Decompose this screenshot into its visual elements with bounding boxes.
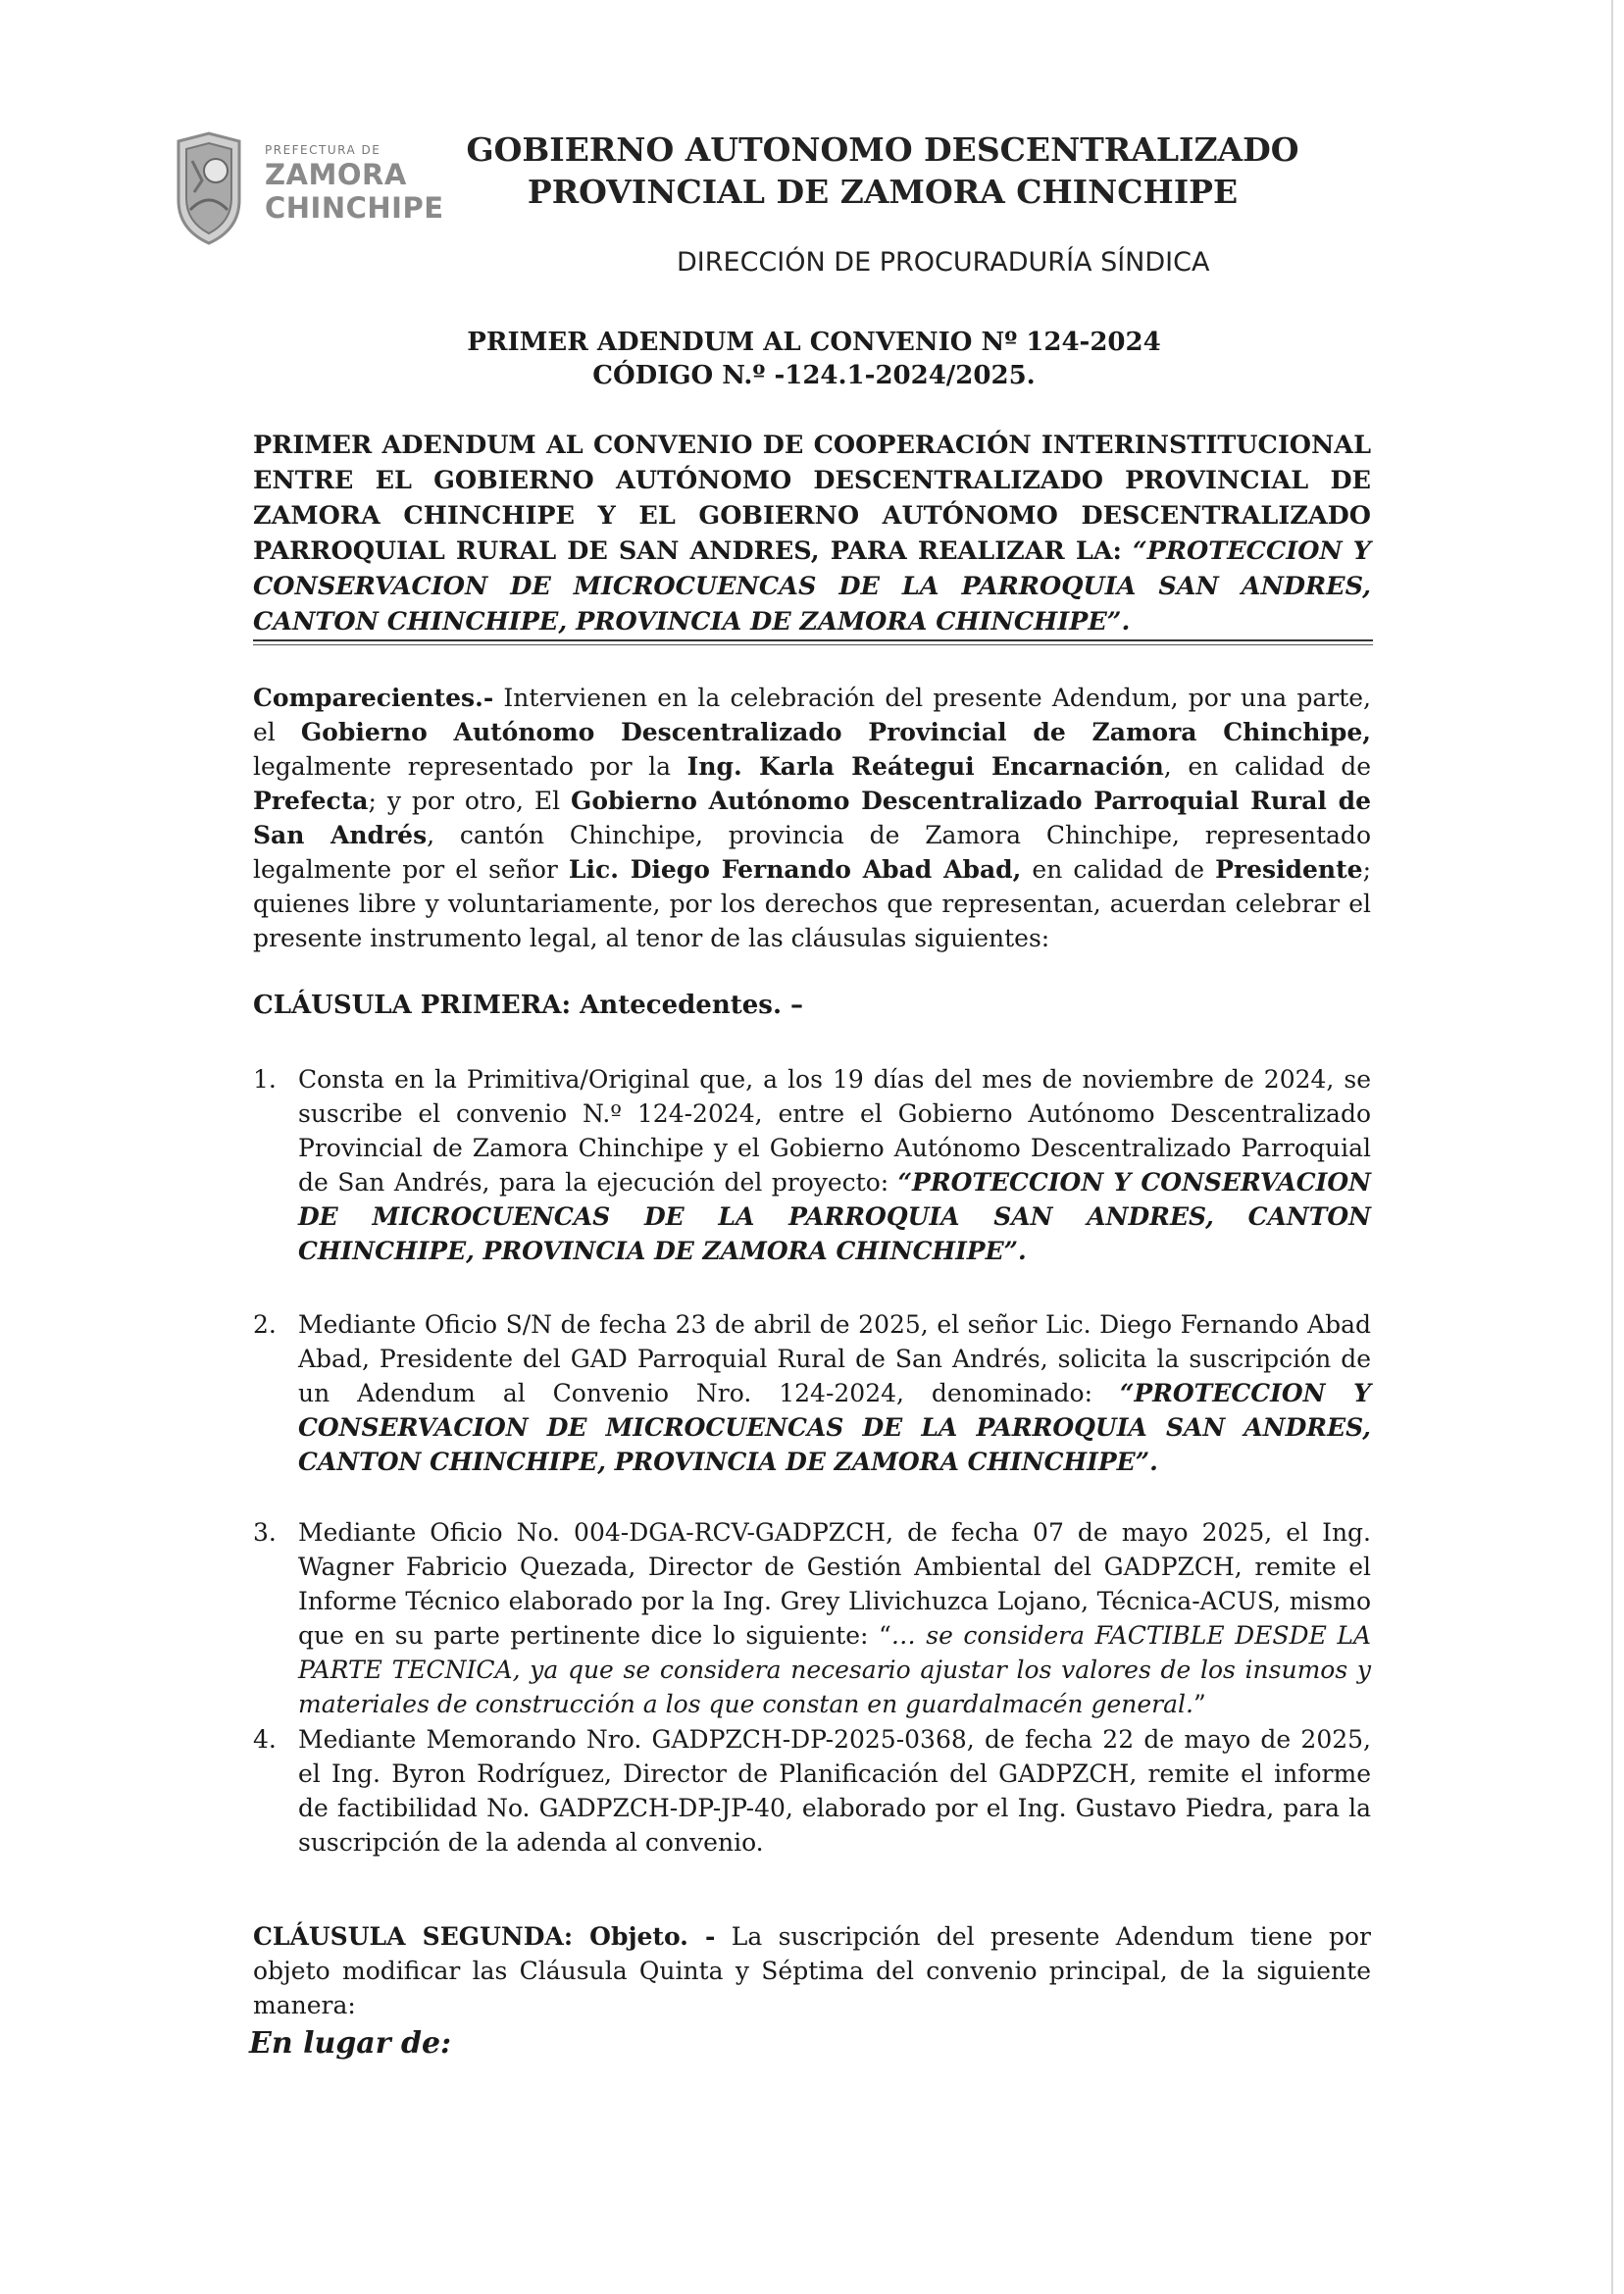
list-item: [253, 1722, 1371, 1860]
list-item-quote: … se considera FACTIBLE DESDE LA PARTE TECNICA, ya que se considera necesario ajustar los valores de los insumos y materiales de construcción a los que constan en guardalmacén general.: [298, 1621, 1371, 1718]
shield-icon: [173, 131, 245, 247]
text-run: ; quienes libre y voluntariamente, por los derechos que representan, acuerdan celebrar el presente instrumento legal, al tenor de las cláusulas siguientes:: [253, 855, 1371, 952]
list-item-number: 2.: [253, 1310, 277, 1339]
bold-run: Gobierno Autónomo Descentralizado Parroquial Rural de San Andrés: [253, 787, 1371, 849]
en-lugar-de-heading: En lugar de:: [249, 2026, 452, 2061]
bold-run: Prefecta: [253, 787, 369, 815]
bold-run: Gobierno Autónomo Descentralizado Provincial de Zamora Chinchipe,: [300, 718, 1371, 746]
list-item-text: Mediante Memorando Nro. GADPZCH-DP-2025-0368, de fecha 22 de mayo de 2025, el Ing. Byron Rodríguez, Director de Planificación del GADPZCH, remite el informe de factibilidad No. GADPZCH-DP-JP-40, elaborado por el Ing. Gustavo Piedra, para la suscripción de la adenda al convenio.: [298, 1725, 1371, 1857]
addendum-code: CÓDIGO N.º -124.1-2024/2025.: [592, 361, 1036, 390]
text-run: Intervienen en la celebración del presente Adendum, por una parte, el: [253, 684, 1371, 746]
document-title: [253, 428, 1371, 639]
list-item-project: “PROTECCION Y CONSERVACION DE MICROCUENCAS DE LA PARROQUIA SAN ANDRES, CANTON CHINCHIPE, PROVINCIA DE ZAMORA CHINCHIPE”.: [298, 1379, 1371, 1476]
org-name-line-2: PROVINCIAL DE ZAMORA CHINCHIPE: [527, 173, 1239, 211]
list-item-text: Mediante Oficio No. 004-DGA-RCV-GADPZCH, de fecha 07 de mayo 2025, el Ing. Wagner Fabricio Quezada, Director de Gestión Ambiental del GADPZCH, remite el Informe Técnico elaborado por la Ing. Grey Llivichuzca Lojano, Técnica-ACUS, mismo que en su parte pertinente dice lo siguiente: “: [298, 1518, 1371, 1650]
text-run: , en calidad de: [1163, 752, 1372, 781]
org-name-line-1: GOBIERNO AUTONOMO DESCENTRALIZADO: [466, 130, 1299, 169]
comparecientes-paragraph: [253, 681, 1371, 955]
list-item-text: Mediante Oficio S/N de fecha 23 de abril de 2025, el señor Lic. Diego Fernando Abad Abad, Presidente del GAD Parroquial Rural de San Andrés, solicita la suscripción de un Adendum al Convenio Nro. 124-2024, denominado:: [298, 1310, 1371, 1407]
scan-edge-line: [1611, 0, 1613, 2294]
logo-line-1: ZAMORA: [265, 158, 407, 191]
department-name: DIRECCIÓN DE PROCURADURÍA SÍNDICA: [677, 247, 1210, 278]
list-item: [253, 1307, 1371, 1479]
list-item-number: 4.: [253, 1725, 277, 1754]
list-item-project: “PROTECCION Y CONSERVACION DE MICROCUENCAS DE LA PARROQUIA SAN ANDRES, CANTON CHINCHIPE, PROVINCIA DE ZAMORA CHINCHIPE”.: [298, 1168, 1372, 1265]
text-run: legalmente representado por la: [253, 752, 687, 781]
text-run: ; y por otro, El: [368, 787, 572, 815]
text-run: en calidad de: [1021, 855, 1216, 884]
bold-run: Ing. Karla Reátegui Encarnación: [686, 752, 1164, 781]
list-item-text: Consta en la Primitiva/Original que, a los 19 días del mes de noviembre de 2024, se suscribe el convenio N.º 124-2024, entre el Gobierno Autónomo Descentralizado Provincial de Zamora Chinchipe y el Gobierno Autónomo Descentralizado Parroquial de San Andrés, para la ejecución del proyecto:: [298, 1065, 1371, 1197]
logo-line-2: CHINCHIPE: [265, 191, 444, 225]
list-item-number: 3.: [253, 1518, 277, 1547]
clausula-segunda-text: La suscripción del presente Adendum tiene por objeto modificar las Cláusula Quinta y Séptima del convenio principal, de la siguiente manera:: [253, 1922, 1371, 2019]
title-plain: PRIMER ADENDUM AL CONVENIO DE COOPERACIÓN INTERINSTITUCIONAL ENTRE EL GOBIERNO AUTÓNOMO DESCENTRALIZADO PROVINCIAL DE ZAMORA CHINCHIPE Y EL GOBIERNO AUTÓNOMO DESCENTRALIZADO PARROQUIAL RURAL DE SAN ANDRES, PARA REALIZAR LA:: [253, 431, 1371, 566]
prefectura-logo: [167, 127, 444, 255]
clausula-segunda-label: CLÁUSULA SEGUNDA: Objeto. -: [253, 1922, 716, 1951]
list-item: [253, 1062, 1371, 1268]
comparecientes-label: Comparecientes.-: [253, 684, 494, 712]
logo-small-text: PREFECTURA DE: [265, 143, 381, 157]
addendum-number: PRIMER ADENDUM AL CONVENIO Nº 124-2024: [467, 328, 1161, 357]
bold-run: Presidente: [1215, 855, 1363, 884]
text-run: , cantón Chinchipe, provincia de Zamora Chinchipe, representado legalmente por el señor: [253, 821, 1371, 884]
title-rule: [253, 639, 1373, 641]
title-rule-thin: [253, 644, 1373, 645]
list-item-number: 1.: [253, 1065, 277, 1094]
clausula-primera-heading: CLÁUSULA PRIMERA: Antecedentes. –: [253, 991, 804, 1020]
list-item: [253, 1515, 1371, 1721]
list-item-quote-end: ”: [1193, 1690, 1206, 1718]
bold-run: Lic. Diego Fernando Abad Abad,: [568, 855, 1022, 884]
title-project-name: “PROTECCION Y CONSERVACION DE MICROCUENCAS DE LA PARROQUIA SAN ANDRES, CANTON CHINCHIPE, PROVINCIA DE ZAMORA CHINCHIPE”.: [253, 536, 1371, 637]
clausula-segunda-paragraph: [253, 1919, 1371, 2022]
